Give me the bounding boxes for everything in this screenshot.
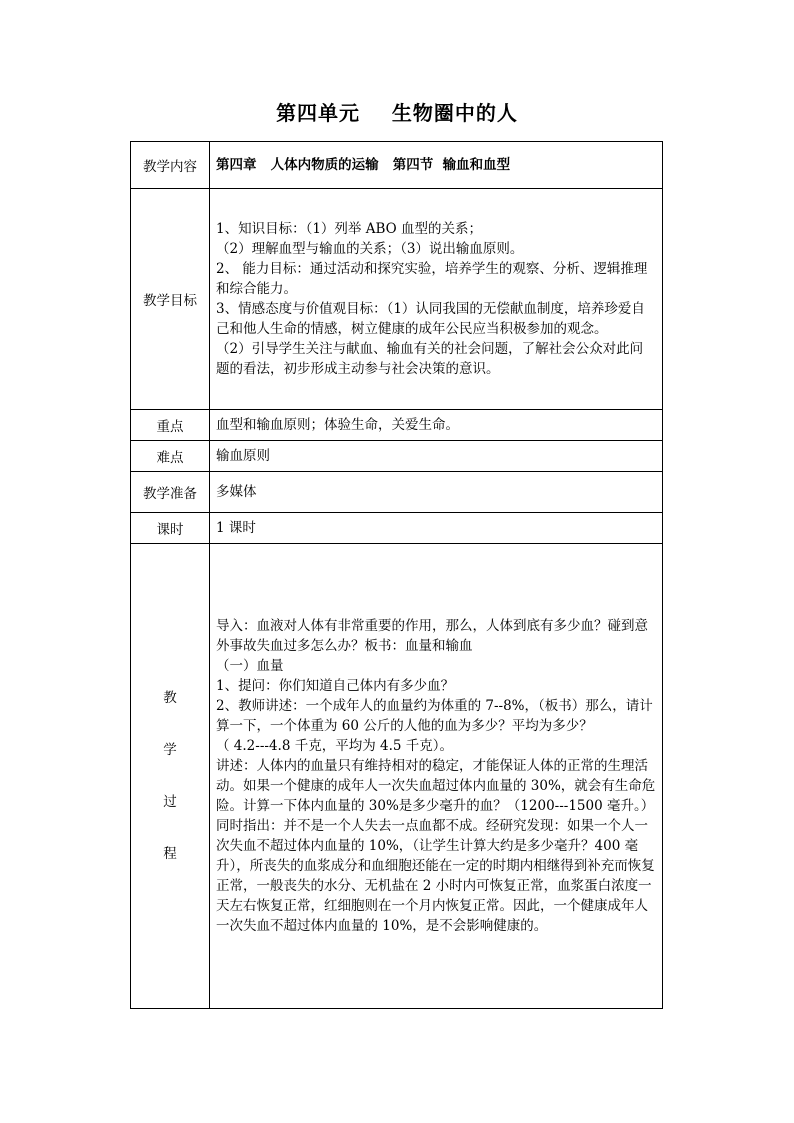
- objective-line: 1、知识目标：（1）列举 ABO 血型的关系；: [216, 221, 482, 237]
- objective-line: （2）引导学生关注与献血、输血有关的社会问题，了解社会公众对此问题的看法，初步形成主动参与社会决策的意识。: [216, 341, 644, 377]
- row-key-points: [131, 410, 663, 441]
- label-difficulties: 难点: [131, 441, 210, 472]
- process-line: 2、教师讲述：一个成年人的血量约为体重的 7--8%，（板书）那么，请计算一下，一个体重为 60 公斤的人他的血为多少？平均为多少？: [216, 698, 653, 734]
- process-line: （一）血量: [216, 658, 284, 674]
- value-objectives: [210, 189, 663, 410]
- lesson-plan-table: [130, 141, 663, 1009]
- row-content: [131, 142, 663, 189]
- row-difficulties: [131, 441, 663, 472]
- objective-line: （2）理解血型与输血的关系；（3）说出输血原则。: [216, 241, 524, 257]
- label-content: 教学内容: [131, 142, 210, 189]
- process-line: （ 4.2---4.8 千克，平均为 4.5 千克）。: [216, 738, 454, 754]
- label-preparation: 教学准备: [131, 472, 210, 513]
- process-label-char: 过: [163, 794, 177, 810]
- value-hours: 1 课时: [210, 513, 663, 544]
- row-hours: [131, 513, 663, 544]
- value-key-points: 血型和输血原则；体验生命，关爱生命。: [210, 410, 663, 441]
- page-title: 第四单元 生物圈中的人: [276, 101, 518, 125]
- process-label-char: 程: [163, 846, 177, 862]
- row-objectives: [131, 189, 663, 410]
- process-line: 1、提问：你们知道自己体内有多少血？: [216, 678, 455, 694]
- label-objectives: 教学目标: [131, 189, 210, 410]
- label-hours: 课时: [131, 513, 210, 544]
- process-label-char: 学: [163, 742, 177, 758]
- process-line: 同时指出：并不是一个人失去一点血都不成。经研究发现：如果一个人一次失血不超过体内血量的 10%，（让学生计算大约是多少毫升？400 毫升），所丧失的血浆成分和血细胞还能在一定的时期内相继得到补充而恢复正常，一般丧失的水分、无机盐在 2 小时内可恢复正常，血浆蛋白浓度一天左右恢复正常，红细胞则在一个月内恢复正常。因此，一个健康成年人一次失血不超过体内血量的 10%，是不会影响健康的。: [216, 818, 655, 934]
- process-line: 讲述：人体内的血量只有维持相对的稳定，才能保证人体的正常的生理活动。如果一个健康的成年人一次失血超过体内血量的 30%，就会有生命危险。计算一下体内血量的 30%是多少毫升的血？（1200---1500 毫升。）: [216, 758, 656, 814]
- objective-line: 3、情感态度与价值观目标：（1）认同我国的无偿献血制度，培养珍爱自己和他人生命的情感，树立健康的成年公民应当积极参加的观念。: [216, 301, 645, 337]
- value-difficulties: 输血原则: [210, 441, 663, 472]
- row-preparation: [131, 472, 663, 513]
- label-key-points: 重点: [131, 410, 210, 441]
- label-process: [131, 544, 210, 1009]
- value-content: 第四章 人体内物质的运输 第四节 输血和血型: [210, 142, 663, 189]
- row-process: [131, 544, 663, 1009]
- process-label-char: 教: [163, 690, 177, 706]
- objective-line: 2、 能力目标：通过活动和探究实验，培养学生的观察、分析、逻辑推理和综合能力。: [216, 261, 648, 297]
- value-process: [210, 544, 663, 1009]
- value-preparation: 多媒体: [210, 472, 663, 513]
- process-line: 导入：血液对人体有非常重要的作用，那么，人体到底有多少血？碰到意外事故失血过多怎么办？板书：血量和输血: [216, 618, 648, 654]
